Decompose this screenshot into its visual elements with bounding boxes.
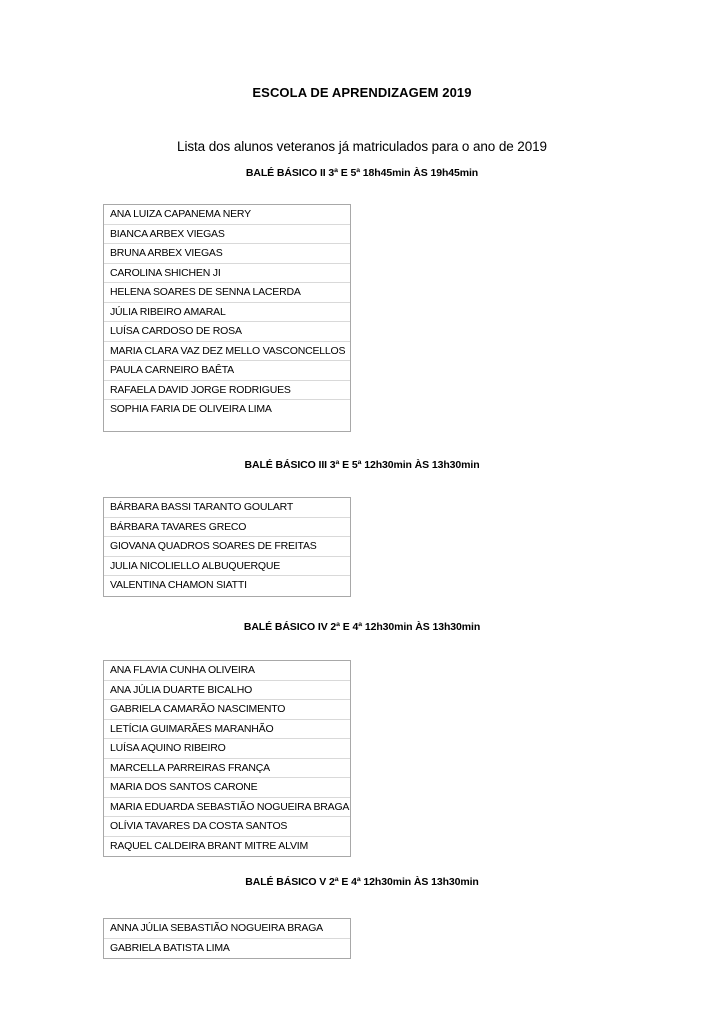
student-name: PAULA CARNEIRO BAÊTA [110,364,234,376]
student-row [104,759,350,779]
student-name: GABRIELA BATISTA LIMA [110,941,230,954]
student-row [104,661,350,681]
student-table-bale-basico-5 [103,918,351,959]
student-name: BÁRBARA TAVARES GRECO [110,520,247,533]
student-name: HELENA SOARES DE SENNA LACERDA [110,286,301,298]
student-name: ANA JÚLIA DUARTE BICALHO [110,683,253,696]
student-name: LUÍSA AQUINO RIBEIRO [110,742,226,754]
student-row [104,837,350,857]
student-row [104,557,350,577]
student-name: CAROLINA SHICHEN JI [110,266,221,279]
student-row [104,739,350,759]
student-name: RAQUEL CALDEIRA BRANT MITRE ALVIM [110,839,309,852]
student-row [104,303,350,323]
student-row [104,919,350,939]
student-name: JULIA NICOLIELLO ALBUQUERQUE [110,559,281,572]
student-name: OLÍVIA TAVARES DA COSTA SANTOS [110,820,288,832]
student-name: LUÍSA CARDOSO DE ROSA [110,325,242,337]
student-row [104,205,350,225]
student-row [104,244,350,264]
student-name: MARIA CLARA VAZ DEZ MELLO VASCONCELLOS [110,344,346,357]
student-table-bale-basico-3 [103,497,351,597]
student-name: MARCELLA PARREIRAS FRANÇA [110,761,270,774]
document-title: ESCOLA DE APRENDIZAGEM 2019 [252,85,472,100]
document-subtitle: Lista dos alunos veteranos já matriculados para o ano de 2019 [177,139,547,154]
student-name: ANA FLAVIA CUNHA OLIVEIRA [110,664,255,676]
section-heading-bale-basico-3: BALÉ BÁSICO III 3ª E 5ª 12h30min ÀS 13h30min [244,459,480,471]
student-name: BRUNA ARBEX VIEGAS [110,247,223,259]
section-heading-bale-basico-4: BALÉ BÁSICO IV 2ª E 4ª 12h30min ÀS 13h30min [243,621,481,633]
student-row [104,778,350,798]
student-row [104,498,350,518]
student-name: ANNA JÚLIA SEBASTIÃO NOGUEIRA BRAGA [110,922,323,934]
student-table-bale-basico-4 [103,660,351,857]
student-row [104,537,350,557]
student-row [104,400,350,431]
section-heading-bale-basico-5: BALÉ BÁSICO V 2ª E 4ª 12h30min ÀS 13h30min [245,876,479,888]
student-table-bale-basico-2 [103,204,351,432]
student-row [104,381,350,401]
student-row [104,322,350,342]
student-row [104,817,350,837]
student-name: RAFAELA DAVID JORGE RODRIGUES [110,383,291,396]
student-row [104,225,350,245]
student-name: MARIA EDUARDA SEBASTIÃO NOGUEIRA BRAGA [110,800,350,813]
student-name: JÚLIA RIBEIRO AMARAL [110,305,226,318]
student-name: SOPHIA FARIA DE OLIVEIRA LIMA [110,403,272,415]
student-row [104,720,350,740]
student-name: ANA LUIZA CAPANEMA NERY [110,208,251,220]
student-name: MARIA DOS SANTOS CARONE [110,781,258,793]
student-row [104,264,350,284]
student-row [104,576,350,596]
student-row [104,518,350,538]
student-name: LETÍCIA GUIMARÃES MARANHÃO [110,722,274,735]
section-heading-bale-basico-2: BALÉ BÁSICO II 3ª E 5ª 18h45min ÀS 19h45min [245,167,479,179]
student-row [104,361,350,381]
student-row [104,283,350,303]
student-row [104,700,350,720]
student-row [104,342,350,362]
student-name: BÁRBARA BASSI TARANTO GOULART [110,501,294,513]
student-row [104,939,350,959]
student-row [104,681,350,701]
student-name: GIOVANA QUADROS SOARES DE FREITAS [110,540,317,552]
student-name: BIANCA ARBEX VIEGAS [110,227,225,240]
student-name: VALENTINA CHAMON SIATTI [110,579,247,591]
student-row [104,798,350,818]
student-name: GABRIELA CAMARÃO NASCIMENTO [110,703,286,715]
